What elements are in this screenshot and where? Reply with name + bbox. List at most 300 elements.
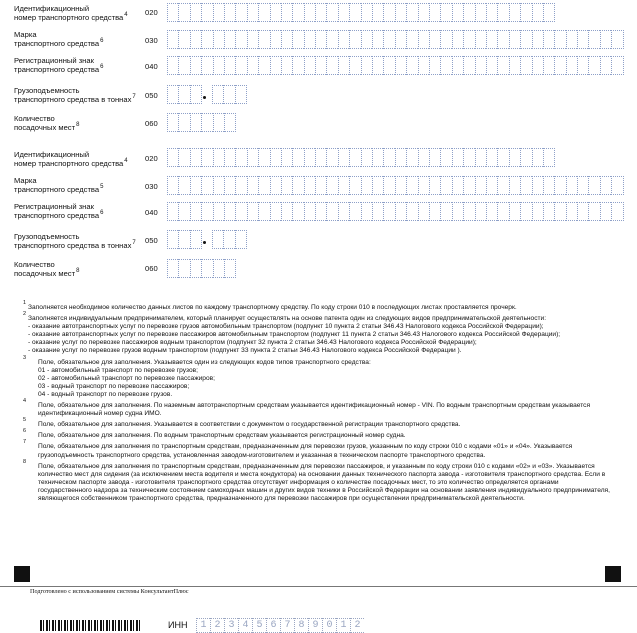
input-cell[interactable] [270, 56, 281, 75]
input-cell[interactable] [554, 56, 565, 75]
input-cell[interactable] [315, 202, 326, 221]
footnote-2-item: - оказание услуг по перевозке грузов водным транспортом (подпункт 33 пункта 2 статьи 346.43 Налогового кодекса Российской Федерации ). [28, 347, 462, 355]
input-cell[interactable] [167, 148, 178, 167]
input-cell[interactable] [475, 30, 486, 49]
input-cell[interactable] [315, 56, 326, 75]
input-cell[interactable] [543, 56, 554, 75]
input-cell[interactable] [178, 56, 189, 75]
input-cell[interactable] [178, 230, 189, 249]
input-cell[interactable] [258, 148, 269, 167]
input-cell[interactable] [361, 56, 372, 75]
input-cell[interactable] [361, 30, 372, 49]
input-cell[interactable] [213, 176, 224, 195]
input-cell[interactable] [224, 202, 235, 221]
input-cell[interactable] [554, 30, 565, 49]
input-cell[interactable] [395, 148, 406, 167]
input-cell[interactable] [452, 176, 463, 195]
brand-label: Марка транспортного средства$^6$ [14, 30, 104, 48]
input-cell[interactable] [418, 176, 429, 195]
footnote-3-item: 04 - водный транспорт по перевозке грузов. [38, 390, 173, 398]
input-cell[interactable] [178, 148, 189, 167]
input-cell[interactable] [406, 202, 417, 221]
input-cell[interactable] [520, 3, 531, 22]
input-cell[interactable] [178, 202, 189, 221]
input-cell[interactable] [600, 202, 611, 221]
input-cell[interactable] [509, 202, 520, 221]
input-cell[interactable] [588, 202, 599, 221]
input-cell[interactable] [497, 176, 508, 195]
inn-digit-cell: 1 [336, 618, 350, 633]
input-cell[interactable] [520, 30, 531, 49]
input-cell[interactable] [532, 30, 543, 49]
capacity-frac-field[interactable] [212, 230, 247, 249]
input-cell[interactable] [235, 56, 246, 75]
row-code-040: 040 [145, 62, 158, 71]
input-cell[interactable] [201, 113, 212, 132]
input-cell[interactable] [235, 30, 246, 49]
input-cell[interactable] [212, 230, 223, 249]
input-cell[interactable] [418, 3, 429, 22]
input-cell[interactable] [349, 202, 360, 221]
reg-sign-field[interactable] [167, 56, 624, 75]
input-cell[interactable] [600, 176, 611, 195]
input-cell[interactable] [201, 3, 212, 22]
input-cell[interactable] [497, 3, 508, 22]
input-cell[interactable] [543, 176, 554, 195]
input-cell[interactable] [178, 259, 189, 278]
decimal-point [203, 96, 206, 99]
input-cell[interactable] [235, 3, 246, 22]
input-cell[interactable] [452, 3, 463, 22]
input-cell[interactable] [213, 259, 224, 278]
input-cell[interactable] [213, 56, 224, 75]
input-cell[interactable] [486, 148, 497, 167]
input-cell[interactable] [429, 56, 440, 75]
input-cell[interactable] [406, 30, 417, 49]
input-cell[interactable] [577, 30, 588, 49]
input-cell[interactable] [361, 148, 372, 167]
input-cell[interactable] [235, 176, 246, 195]
input-cell[interactable] [463, 56, 474, 75]
prepared-by-note: Подготовлено с использованием системы КонсультантПлюс [30, 588, 189, 595]
input-cell[interactable] [611, 30, 623, 49]
input-cell[interactable] [509, 56, 520, 75]
input-cell[interactable] [281, 148, 292, 167]
input-cell[interactable] [532, 176, 543, 195]
input-cell[interactable] [509, 148, 520, 167]
seats-field[interactable] [167, 259, 236, 278]
input-cell[interactable] [463, 3, 474, 22]
input-cell[interactable] [224, 113, 236, 132]
input-cell[interactable] [566, 176, 577, 195]
input-cell[interactable] [235, 230, 247, 249]
input-cell[interactable] [338, 3, 349, 22]
input-cell[interactable] [440, 202, 451, 221]
input-cell[interactable] [418, 148, 429, 167]
input-cell[interactable] [258, 3, 269, 22]
input-cell[interactable] [281, 3, 292, 22]
input-cell[interactable] [224, 56, 235, 75]
input-cell[interactable] [190, 56, 201, 75]
input-cell[interactable] [224, 30, 235, 49]
input-cell[interactable] [429, 148, 440, 167]
input-cell[interactable] [292, 56, 303, 75]
input-cell[interactable] [315, 30, 326, 49]
footnote-2-item: - оказание услуг по перевозке пассажиров водным транспортом (подпункт 32 пункта 2 статьи 346.43 Налогового кодекса Российской Федерации); [28, 339, 477, 347]
input-cell[interactable] [372, 30, 383, 49]
input-cell[interactable] [440, 56, 451, 75]
input-cell[interactable] [258, 56, 269, 75]
brand-field[interactable] [167, 30, 624, 49]
input-cell[interactable] [167, 30, 178, 49]
input-cell[interactable] [224, 148, 235, 167]
input-cell[interactable] [406, 176, 417, 195]
input-cell[interactable] [338, 176, 349, 195]
input-cell[interactable] [247, 30, 258, 49]
input-cell[interactable] [497, 30, 508, 49]
input-cell[interactable] [418, 30, 429, 49]
input-cell[interactable] [554, 202, 565, 221]
input-cell[interactable] [463, 202, 474, 221]
inn-digit-cell: 5 [252, 618, 266, 633]
input-cell[interactable] [247, 56, 258, 75]
input-cell[interactable] [258, 30, 269, 49]
input-cell[interactable] [326, 202, 337, 221]
input-cell[interactable] [372, 56, 383, 75]
input-cell[interactable] [167, 85, 178, 104]
input-cell[interactable] [532, 148, 543, 167]
input-cell[interactable] [418, 202, 429, 221]
input-cell[interactable] [167, 230, 178, 249]
input-cell[interactable] [395, 3, 406, 22]
inn-digit-cell: 6 [266, 618, 280, 633]
input-cell[interactable] [270, 176, 281, 195]
seats-label: Количество посадочных мест$^8$ [14, 114, 80, 132]
footnote-7: 7 Поле, обязательное для заполнения по транспортным средствам, предназначенным для перевозки грузов, указанным по коду строки 010 с кодами «01» и «04». Указывается грузоподъемность транспортного средства, установленная заводом-изготовителем и указанная в техническом паспорте транспортного средства. [23, 439, 573, 459]
input-cell[interactable] [212, 85, 223, 104]
input-cell[interactable] [577, 56, 588, 75]
input-cell[interactable] [281, 202, 292, 221]
input-cell[interactable] [326, 56, 337, 75]
footnote-5: 5 Поле, обязательное для заполнения. Указывается в соответствии с документом о государственной регистрации транспортного средства. [23, 417, 461, 429]
vin-field[interactable] [167, 148, 555, 167]
input-cell[interactable] [338, 30, 349, 49]
input-cell[interactable] [463, 148, 474, 167]
input-cell[interactable] [304, 3, 315, 22]
input-cell[interactable] [223, 85, 234, 104]
input-cell[interactable] [372, 3, 383, 22]
input-cell[interactable] [406, 56, 417, 75]
input-cell[interactable] [213, 30, 224, 49]
input-cell[interactable] [258, 202, 269, 221]
input-cell[interactable] [429, 202, 440, 221]
row-code-020: 020 [145, 8, 158, 17]
input-cell[interactable] [326, 3, 337, 22]
input-cell[interactable] [372, 176, 383, 195]
input-cell[interactable] [543, 148, 555, 167]
input-cell[interactable] [224, 3, 235, 22]
input-cell[interactable] [178, 3, 189, 22]
input-cell[interactable] [213, 202, 224, 221]
input-cell[interactable] [577, 202, 588, 221]
input-cell[interactable] [190, 85, 202, 104]
input-cell[interactable] [190, 30, 201, 49]
input-cell[interactable] [600, 56, 611, 75]
inn-digit-cell: 9 [308, 618, 322, 633]
page-footer [0, 586, 637, 595]
input-cell[interactable] [372, 202, 383, 221]
input-cell[interactable] [167, 259, 178, 278]
input-cell[interactable] [486, 176, 497, 195]
input-cell[interactable] [304, 202, 315, 221]
input-cell[interactable] [588, 176, 599, 195]
footnote-3-item: 03 - водный транспорт по перевозке пассажиров; [38, 382, 190, 390]
input-cell[interactable] [611, 56, 623, 75]
input-cell[interactable] [213, 3, 224, 22]
input-cell[interactable] [247, 202, 258, 221]
row-code-040: 040 [145, 208, 158, 217]
input-cell[interactable] [361, 3, 372, 22]
input-cell[interactable] [429, 3, 440, 22]
input-cell[interactable] [520, 176, 531, 195]
input-cell[interactable] [509, 3, 520, 22]
input-cell[interactable] [486, 3, 497, 22]
input-cell[interactable] [338, 148, 349, 167]
input-cell[interactable] [463, 30, 474, 49]
input-cell[interactable] [440, 30, 451, 49]
input-cell[interactable] [349, 56, 360, 75]
input-cell[interactable] [475, 202, 486, 221]
input-cell[interactable] [543, 3, 555, 22]
capacity-int-field[interactable] [167, 230, 202, 249]
input-cell[interactable] [178, 30, 189, 49]
input-cell[interactable] [326, 30, 337, 49]
input-cell[interactable] [406, 148, 417, 167]
input-cell[interactable] [224, 259, 236, 278]
input-cell[interactable] [224, 176, 235, 195]
input-cell[interactable] [611, 202, 623, 221]
capacity-label: Грузоподъемность транспортного средства в тоннах$^7$ [14, 232, 136, 250]
input-cell[interactable] [247, 148, 258, 167]
input-cell[interactable] [566, 202, 577, 221]
input-cell[interactable] [326, 176, 337, 195]
footnote-2: 2 Заполняется индивидуальным предпринимателем, который планирует осуществлять на основе патента один из следующих видов предпринимательской деятельности: [23, 311, 547, 323]
input-cell[interactable] [349, 30, 360, 49]
input-cell[interactable] [270, 30, 281, 49]
input-cell[interactable] [349, 3, 360, 22]
input-cell[interactable] [475, 148, 486, 167]
input-cell[interactable] [201, 176, 212, 195]
input-cell[interactable] [270, 148, 281, 167]
input-cell[interactable] [235, 85, 247, 104]
input-cell[interactable] [178, 176, 189, 195]
input-cell[interactable] [383, 176, 394, 195]
input-cell[interactable] [349, 148, 360, 167]
input-cell[interactable] [566, 56, 577, 75]
input-cell[interactable] [361, 202, 372, 221]
input-cell[interactable] [304, 30, 315, 49]
input-cell[interactable] [292, 3, 303, 22]
input-cell[interactable] [543, 30, 554, 49]
input-cell[interactable] [475, 56, 486, 75]
input-cell[interactable] [509, 30, 520, 49]
row-code-030: 030 [145, 182, 158, 191]
input-cell[interactable] [440, 3, 451, 22]
input-cell[interactable] [167, 56, 178, 75]
input-cell[interactable] [588, 56, 599, 75]
input-cell[interactable] [532, 56, 543, 75]
input-cell[interactable] [258, 176, 269, 195]
input-cell[interactable] [270, 202, 281, 221]
input-cell[interactable] [497, 56, 508, 75]
input-cell[interactable] [475, 3, 486, 22]
input-cell[interactable] [292, 176, 303, 195]
input-cell[interactable] [497, 148, 508, 167]
input-cell[interactable] [281, 30, 292, 49]
input-cell[interactable] [304, 176, 315, 195]
input-cell[interactable] [167, 202, 178, 221]
inn-label: ИНН [168, 620, 188, 630]
input-cell[interactable] [395, 30, 406, 49]
vin-label: Идентификационный номер транспортного средства$^4$ [14, 150, 128, 168]
reg-sign-label: Регистрационный знак транспортного средства$^6$ [14, 56, 104, 74]
input-cell[interactable] [281, 56, 292, 75]
input-cell[interactable] [440, 148, 451, 167]
input-cell[interactable] [452, 30, 463, 49]
inn-digit-cell: 3 [224, 618, 238, 633]
input-cell[interactable] [201, 56, 212, 75]
row-code-050: 050 [145, 236, 158, 245]
input-cell[interactable] [190, 176, 201, 195]
input-cell[interactable] [190, 3, 201, 22]
input-cell[interactable] [270, 3, 281, 22]
input-cell[interactable] [292, 148, 303, 167]
capacity-int-field[interactable] [167, 85, 202, 104]
vin-field[interactable] [167, 3, 555, 22]
input-cell[interactable] [600, 30, 611, 49]
input-cell[interactable] [532, 3, 543, 22]
input-cell[interactable] [235, 148, 246, 167]
input-cell[interactable] [566, 30, 577, 49]
footnote-1: 1 Заполняется необходимое количество данных листов по каждому транспортному средству. По коду строки 010 в последующих листах проставляется прочерк. [23, 300, 517, 311]
input-cell[interactable] [167, 176, 178, 195]
input-cell[interactable] [235, 202, 246, 221]
input-cell[interactable] [554, 176, 565, 195]
input-cell[interactable] [201, 202, 212, 221]
input-cell[interactable] [304, 56, 315, 75]
input-cell[interactable] [213, 113, 224, 132]
input-cell[interactable] [213, 148, 224, 167]
input-cell[interactable] [281, 176, 292, 195]
input-cell[interactable] [247, 176, 258, 195]
input-cell[interactable] [349, 176, 360, 195]
input-cell[interactable] [190, 113, 201, 132]
input-cell[interactable] [338, 56, 349, 75]
input-cell[interactable] [247, 3, 258, 22]
input-cell[interactable] [178, 113, 189, 132]
inn-digit-cell: 0 [322, 618, 336, 633]
input-cell[interactable] [315, 148, 326, 167]
input-cell[interactable] [304, 148, 315, 167]
input-cell[interactable] [520, 56, 531, 75]
input-cell[interactable] [223, 230, 234, 249]
input-cell[interactable] [383, 148, 394, 167]
footnote-3: 3 Поле, обязательное для заполнения. Указывается один из следующих кодов типов транспортного средства: [23, 354, 371, 366]
input-cell[interactable] [383, 3, 394, 22]
input-cell[interactable] [486, 202, 497, 221]
input-cell[interactable] [201, 148, 212, 167]
input-cell[interactable] [418, 56, 429, 75]
input-cell[interactable] [520, 202, 531, 221]
input-cell[interactable] [452, 148, 463, 167]
input-cell[interactable] [395, 202, 406, 221]
input-cell[interactable] [395, 176, 406, 195]
input-cell[interactable] [509, 176, 520, 195]
input-cell[interactable] [406, 3, 417, 22]
input-cell[interactable] [292, 30, 303, 49]
input-cell[interactable] [167, 113, 178, 132]
input-cell[interactable] [372, 148, 383, 167]
input-cell[interactable] [429, 176, 440, 195]
input-cell[interactable] [452, 56, 463, 75]
input-cell[interactable] [577, 176, 588, 195]
footnote-4: 4 Поле, обязательное для заполнения. По наземным автотранспортным средствам указывается идентификационный номер - VIN. По водным транспортным средствам указывается идентификационный номер судна ИМО. [23, 398, 591, 418]
input-cell[interactable] [475, 176, 486, 195]
input-cell[interactable] [383, 30, 394, 49]
reg-sign-field[interactable] [167, 202, 624, 221]
footnote-3-item: 02 - автомобильный транспорт по перевозке пассажиров; [38, 374, 215, 382]
input-cell[interactable] [463, 176, 474, 195]
footnote-2-item: - оказание автотранспортных услуг по перевозке грузов автомобильным транспортом (подпункт 10 пункта 2 статьи 346.43 Налогового кодекса Российской Федерации); [28, 323, 544, 331]
input-cell[interactable] [178, 85, 189, 104]
row-code-020: 020 [145, 154, 158, 163]
input-cell[interactable] [292, 202, 303, 221]
input-cell[interactable] [167, 3, 178, 22]
input-cell[interactable] [395, 56, 406, 75]
input-cell[interactable] [326, 148, 337, 167]
input-cell[interactable] [201, 259, 212, 278]
input-cell[interactable] [543, 202, 554, 221]
decimal-point [203, 241, 206, 244]
input-cell[interactable] [315, 176, 326, 195]
input-cell[interactable] [440, 176, 451, 195]
input-cell[interactable] [486, 56, 497, 75]
input-cell[interactable] [190, 259, 201, 278]
input-cell[interactable] [383, 56, 394, 75]
footnote-6: 6 Поле, обязательное для заполнения. По водным транспортным средствам указывается регистрационный номер судна. [23, 428, 406, 440]
input-cell[interactable] [201, 30, 212, 49]
input-cell[interactable] [190, 202, 201, 221]
input-cell[interactable] [611, 176, 623, 195]
seats-field[interactable] [167, 113, 236, 132]
capacity-frac-field[interactable] [212, 85, 247, 104]
input-cell[interactable] [486, 30, 497, 49]
input-cell[interactable] [190, 230, 202, 249]
input-cell[interactable] [532, 202, 543, 221]
brand-field[interactable] [167, 176, 624, 195]
input-cell[interactable] [520, 148, 531, 167]
brand-label: Марка транспортного средства$^5$ [14, 176, 104, 194]
input-cell[interactable] [361, 176, 372, 195]
input-cell[interactable] [497, 202, 508, 221]
input-cell[interactable] [429, 30, 440, 49]
input-cell[interactable] [383, 202, 394, 221]
input-cell[interactable] [338, 202, 349, 221]
input-cell[interactable] [452, 202, 463, 221]
input-cell[interactable] [588, 30, 599, 49]
input-cell[interactable] [315, 3, 326, 22]
input-cell[interactable] [190, 148, 201, 167]
